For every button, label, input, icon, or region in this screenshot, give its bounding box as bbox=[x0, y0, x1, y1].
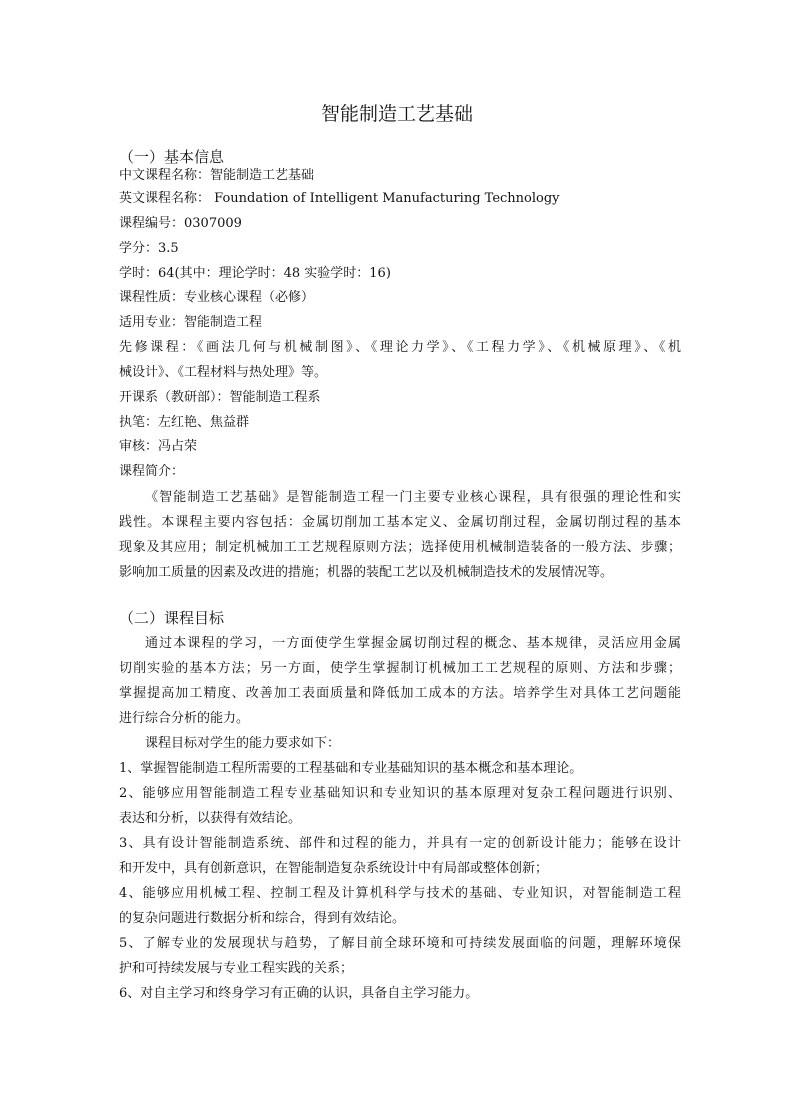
prerequisites-line-1: 先修课程：《画法几何与机械制图》、《理论力学》、《工程力学》、《机械原理》、《机 bbox=[119, 340, 681, 355]
requirements-intro: 课程目标对学生的能力要求如下： bbox=[145, 736, 341, 751]
intro-line-4: 影响加工质量的因素及改进的措施；机器的装配工艺以及机械制造技术的发展情况等。 bbox=[119, 565, 614, 580]
prerequisites-line-2: 械设计》、《工程材料与热处理》等。 bbox=[119, 365, 328, 380]
objectives-para-line-3: 掌握提高加工精度、改善加工表面质量和降低加工成本的方法。培养学生对具体工艺问题能 bbox=[119, 686, 681, 701]
course-cn-name: 中文课程名称：智能制造工艺基础 bbox=[119, 168, 315, 183]
goal-3-line-1: 3、具有设计智能制造系统、部件和过程的能力，并具有一定的创新设计能力；能够在设计 bbox=[119, 836, 681, 851]
goal-3-line-2: 和开发中，具有创新意识，在智能制造复杂系统设计中有局部或整体创新； bbox=[119, 861, 549, 876]
goal-4-line-2: 的复杂问题进行数据分析和综合，得到有效结论。 bbox=[119, 911, 406, 926]
section-heading-course-objectives: （二）课程目标 bbox=[119, 609, 225, 627]
course-hours: 学时：64(其中：理论学时：48 实验学时：16) bbox=[119, 266, 391, 281]
course-code: 课程编号：0307009 bbox=[119, 216, 242, 231]
course-authors: 执笔：左红艳、焦益群 bbox=[119, 415, 250, 430]
course-credit: 学分：3.5 bbox=[119, 241, 179, 256]
intro-line-1: 《智能制造工艺基础》是智能制造工程一门主要专业核心课程，具有很强的理论性和实 bbox=[145, 490, 681, 505]
goal-2-line-1: 2、能够应用智能制造工程专业基础知识和专业知识的基本原理对复杂工程问题进行识别、 bbox=[119, 786, 681, 801]
goal-5-line-1: 5、了解专业的发展现状与趋势，了解目前全球环境和可持续发展面临的问题，理解环境保 bbox=[119, 936, 681, 951]
intro-line-2: 践性。本课程主要内容包括：金属切削加工基本定义、金属切削过程，金属切削过程的基本 bbox=[119, 515, 681, 530]
course-reviewer: 审核：冯占荣 bbox=[119, 439, 198, 454]
course-en-name: 英文课程名称： Foundation of Intelligent Manufacturing Technology bbox=[119, 191, 560, 206]
course-intro-label: 课程简介： bbox=[119, 464, 185, 479]
goal-2-line-2: 表达和分析，以获得有效结论。 bbox=[119, 811, 302, 826]
document-title: 智能制造工艺基础 bbox=[320, 103, 473, 125]
goal-4-line-1: 4、能够应用机械工程、控制工程及计算机科学与技术的基础、专业知识，对智能制造工程 bbox=[119, 886, 681, 901]
objectives-para-line-4: 进行综合分析的能力。 bbox=[119, 711, 250, 726]
course-major: 适用专业：智能制造工程 bbox=[119, 315, 263, 330]
intro-line-3: 现象及其应用；制定机械加工工艺规程原则方法；选择使用机械制造装备的一般方法、步骤； bbox=[119, 540, 681, 555]
objectives-para-line-2: 切削实验的基本方法；另一方面，使学生掌握制订机械加工工艺规程的原则、方法和步骤； bbox=[119, 661, 681, 676]
course-department: 开课系（教研部）：智能制造工程系 bbox=[119, 390, 321, 405]
section-heading-basic-info: （一）基本信息 bbox=[119, 148, 225, 166]
course-nature: 课程性质：专业核心课程（必修） bbox=[119, 290, 315, 305]
goal-6: 6、对自主学习和终身学习有正确的认识，具备自主学习能力。 bbox=[119, 986, 479, 1001]
goal-5-line-2: 护和可持续发展与专业工程实践的关系； bbox=[119, 961, 354, 976]
objectives-para-line-1: 通过本课程的学习，一方面使学生掌握金属切削过程的概念、基本规律，灵活应用金属 bbox=[145, 636, 681, 651]
goal-1: 1、掌握智能制造工程所需要的工程基础和专业基础知识的基本概念和基本理论。 bbox=[119, 761, 583, 776]
